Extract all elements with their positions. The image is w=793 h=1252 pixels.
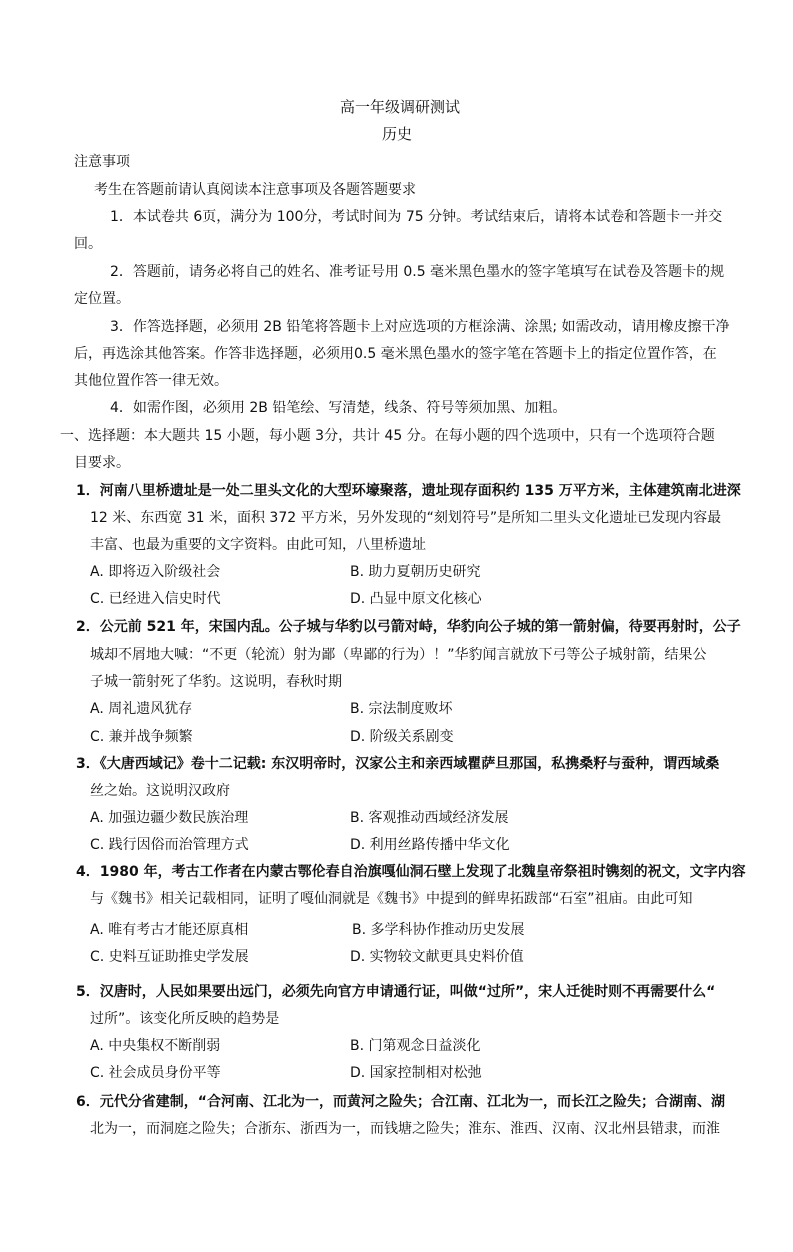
question-stem-line: 12 米、东西宽 31 米，面积 372 平方米，另外发现的“刻划符号”是所知二里头文化遗址已发现内容最 bbox=[90, 510, 722, 526]
notice-line: 4．如需作图，必须用 2B 铅笔绘、写清楚，线条、符号等须加黑、加粗。 bbox=[110, 400, 567, 416]
section-heading: 一、选择题：本大题共 15 小题，每小题 3分，共计 45 分。在每小题的四个选项中，只有一个选项符合题 bbox=[60, 428, 715, 444]
option-c[interactable]: C. 兼并战争频繁 bbox=[90, 729, 193, 745]
notice-intro: 考生在答题前请认真阅读本注意事项及各题答题要求 bbox=[94, 182, 416, 198]
option-a[interactable]: A. 即将迈入阶级社会 bbox=[90, 564, 221, 580]
question-stem-line: 5．汉唐时，人民如果要出远门，必须先向官方申请通行证，叫做“过所”，宋人迁徙时则不再需要什么“ bbox=[76, 984, 716, 1000]
option-d[interactable]: D. 凸显中原文化核心 bbox=[350, 591, 482, 607]
option-d[interactable]: D. 利用丝路传播中华文化 bbox=[350, 837, 510, 853]
option-a[interactable]: A. 唯有考古才能还原真相 bbox=[90, 922, 249, 938]
notice-heading: 注意事项 bbox=[74, 154, 130, 170]
question-stem-line: 1．河南八里桥遗址是一处二里头文化的大型环壕聚落，遗址现存面积约 135 万平方米，主体建筑南北进深 bbox=[76, 483, 741, 499]
question-stem-line: 与《魏书》相关记载相同，证明了嘎仙洞就是《魏书》中提到的鲜卑拓跋部“石室”祖庙。由此可知 bbox=[90, 891, 693, 907]
exam-title: 高一年级调研测试 bbox=[340, 98, 461, 116]
section-heading: 目要求。 bbox=[74, 455, 130, 471]
question-stem-line: 4．1980 年，考古工作者在内蒙古鄂伦春自治旗嘎仙洞石壁上发现了北魏皇帝祭祖时镌刻的祝文，文字内容 bbox=[76, 864, 746, 880]
notice-line: 后，再选涂其他答案。作答非选择题，必须用0.5 毫米黑色墨水的签字笔在答题卡上的指定位置作答，在 bbox=[74, 346, 717, 362]
question-stem-line: 丝之始。这说明汉政府 bbox=[90, 783, 230, 799]
notice-line: 回。 bbox=[74, 236, 102, 252]
option-b[interactable]: B. 宗法制度败坏 bbox=[350, 701, 453, 717]
option-a[interactable]: A. 加强边疆少数民族治理 bbox=[90, 810, 249, 826]
option-c[interactable]: C. 社会成员身份平等 bbox=[90, 1065, 221, 1081]
question-stem-line: 2．公元前 521 年，宋国内乱。公子城与华豹以弓箭对峙，华豹向公子城的第一箭射偏，待要再射时，公子 bbox=[76, 619, 741, 635]
notice-line: 其他位置作答一律无效。 bbox=[74, 373, 228, 389]
option-b[interactable]: B. 客观推动西域经济发展 bbox=[350, 810, 509, 826]
option-d[interactable]: D. 国家控制相对松弛 bbox=[350, 1065, 482, 1081]
question-stem-line: 北为一，而洞庭之险失；合浙东、浙西为一，而钱塘之险失；淮东、淮西、汉南、汉北州县错隶，而淮 bbox=[90, 1121, 720, 1137]
option-c[interactable]: C. 已经进入信史时代 bbox=[90, 591, 221, 607]
question-stem-line: 过所”。该变化所反映的趋势是 bbox=[90, 1011, 280, 1027]
option-c[interactable]: C. 史料互证助推史学发展 bbox=[90, 949, 249, 965]
question-stem-line: 6．元代分省建制，“合河南、江北为一，而黄河之险失；合江南、江北为一，而长江之险失；合湖南、湖 bbox=[76, 1094, 725, 1110]
notice-line: 定位置。 bbox=[74, 291, 130, 307]
subject-title: 历史 bbox=[382, 125, 413, 143]
question-stem-line: 丰富、也最为重要的文字资料。由此可知，八里桥遗址 bbox=[90, 537, 426, 553]
option-d[interactable]: D. 阶级关系剧变 bbox=[350, 729, 454, 745]
option-c[interactable]: C. 践行因俗而治管理方式 bbox=[90, 837, 249, 853]
option-b[interactable]: B. 助力夏朝历史研究 bbox=[350, 564, 481, 580]
notice-line: 1．本试卷共 6页，满分为 100分，考试时间为 75 分钟。考试结束后，请将本试卷和答题卡一并交 bbox=[110, 209, 723, 225]
option-d[interactable]: D. 实物较文献更具史料价值 bbox=[350, 949, 524, 965]
question-stem-line: 3．《大唐西域记》卷十二记载: 东汉明帝时，汉家公主和亲西域瞿萨旦那国，私携桑籽与蚕种，谓西域桑 bbox=[76, 756, 720, 772]
question-stem-line: 城却不屑地大喊：“不更（轮流）射为鄙（卑鄙的行为）！”华豹闻言就放下弓等公子城射箭，结果公 bbox=[90, 647, 707, 663]
notice-line: 3．作答选择题，必须用 2B 铅笔将答题卡上对应选项的方框涂满、涂黑; 如需改动，请用橡皮擦干净 bbox=[110, 319, 730, 335]
option-a[interactable]: A. 中央集权不断削弱 bbox=[90, 1038, 221, 1054]
question-stem-line: 子城一箭射死了华豹。这说明，春秋时期 bbox=[90, 674, 342, 690]
option-b[interactable]: B. 门第观念日益淡化 bbox=[350, 1038, 481, 1054]
option-b[interactable]: B. 多学科协作推动历史发展 bbox=[352, 922, 525, 938]
option-a[interactable]: A. 周礼遗风犹存 bbox=[90, 701, 193, 717]
notice-line: 2．答题前，请务必将自己的姓名、准考证号用 0.5 毫米黑色墨水的签字笔填写在试卷及答题卡的规 bbox=[110, 264, 725, 280]
